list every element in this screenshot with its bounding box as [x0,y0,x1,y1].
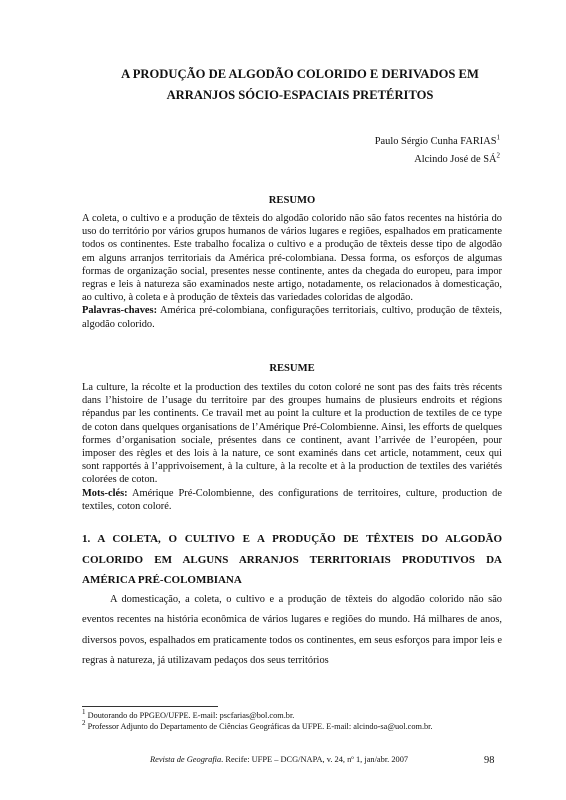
resume-keywords-label: Mots-clés: [82,487,128,499]
resume-heading: RESUME [269,363,315,374]
page-footer [150,755,408,764]
footnote-mark: 1 [496,133,500,142]
footnote-text: Doutorando do PPGEO/UFPE. E-mail: pscfarias@bol.com.br. [87,711,295,720]
journal-details: . Recife: UFPE – DCG/NAPA, v. 24, nº 1, jan/abr. 2007 [221,755,409,764]
paper-title [60,64,540,106]
section-1-heading: 1. A COLETA, O CULTIVO E A PRODUÇÃO DE TÊXTEIS DO ALGODÃO COLORIDO EM ALGUNS ARRANJOS TERRITORIAIS PRODUTIVOS DA AMÉRICA PRÉ-COLOMBIANA [82,533,502,586]
resumo-keywords: América pré-colombiana, configurações territoriais, cultivo, produção de têxteis, algodão colorido. [82,305,502,330]
title-line-2: ARRANJOS SÓCIO-ESPACIAIS PRETÉRITOS [166,88,434,102]
author-name: Alcindo José de SÁ [414,154,497,165]
journal-name: Revista de Geografia [150,755,222,764]
section-1-body: A domesticação, a coleta, o cultivo e a produção de têxteis do algodão colorido não são eventos recentes na história econômica de vários lugares e regiões do mundo. Há milhares de anos, diversos povos, espalhados em praticamente todos os continentes, em seus esforços para impor leis e regras à natureza, já utilizavam pedaços dos seus territórios [82,594,502,667]
resumo-text: A coleta, o cultivo e a produção de têxteis do algodão colorido não são fatos recentes na história do uso do território por vários grupos humanos de vários lugares e regiões, espalhados em praticamente todos os continentes. Este trabalho focaliza o cultivo e a produção de têxteis desse tipo de algodão em alguns arranjos territoriais da América pré-colombiana. Dessa forma, os esforços de algumas formas de organização social, presentes nesse continente, antes da chegada do europeu, para impor regras e leis à natureza são examinados neste artigo, notadamente, os relacionados à domesticação, ao cultivo, à coleta e à produção de têxteis das variedades coloridas de algodão. [82,213,502,304]
footnote-2 [82,719,522,733]
footnote-mark: 2 [82,719,86,728]
resumo-keywords-label: Palavras-chaves: [82,305,158,317]
footnote-mark: 2 [496,151,500,160]
page-number: 98 [484,755,495,766]
resumo-paragraph [82,212,502,331]
resume-text: La culture, la récolte et la production des textiles du coton coloré ne sont pas des faits très récents dans l’histoire de l’usage du territoire par des groupes humains de plusieurs endroits et régions répandus par les continents. Ce travail met au point la culture et la production de textiles de ce type de coton dans quelques organisations de l’Amérique Pré-Colombienne. Ainsi, les efforts de quelques formes d’organisation sociale, présentes dans ce continent, avant l’arrivée de l’européen, pour imposer des règles et des lois à la nature, ce sont examinés dans cet article, notamment, ceux qui sont rapportés à l’apprivoisement, à la culture, à la recolte et à la production de textiles des variétés colorées de coton. [82,382,502,486]
resume-paragraph [82,381,502,513]
resume-keywords: Amérique Pré-Colombienne, des configurations de territoires, culture, production de textiles, coton coloré. [82,487,502,512]
author-1 [374,133,500,147]
footnote-mark: 1 [82,708,86,717]
author-2 [414,151,500,165]
author-name: Paulo Sérgio Cunha FARIAS [374,136,497,147]
footnote-1 [82,708,522,722]
resumo-heading: RESUMO [268,195,316,206]
title-line-1: A PRODUÇÃO DE ALGODÃO COLORIDO E DERIVADOS EM [121,67,479,81]
footnote-text: Professor Adjunto do Departamento de Ciências Geográficas da UFPE. E-mail: alcindo-sa@uol.com.br. [87,722,433,731]
footnote-divider [82,706,218,707]
